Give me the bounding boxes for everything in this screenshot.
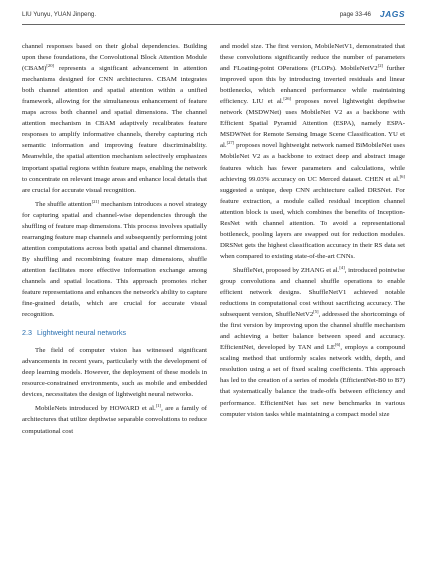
- text: The shuffle attention: [35, 200, 92, 208]
- paragraph-mobilenet-versions: [220, 41, 405, 262]
- paragraph-shuffle-attention: [22, 199, 207, 321]
- section-title: Lightweight neural networks: [37, 328, 127, 338]
- text: suggested a unique, deep CNN architecture called DRSNet. For feature extraction, a module called residual inception channel attention block is used, which combines the benefits of Inception-ResNet with channel attention. To avoid a representational bottleneck, pooling layers are swapped out for reduction modules. DRSNet gets the highest classification accuracy in their RS data set when compared to existing state-of-the-art CNNs.: [220, 186, 405, 260]
- citation: [2]: [377, 62, 384, 68]
- running-header: [22, 9, 405, 21]
- text: further improved upon this by introducing inverted residuals and linear bottlenecks, which enhanced performance while maintaining efficiency. LIU et al.: [220, 65, 405, 106]
- text: represents a significant advancement in attention mechanisms designed for CNN architectures. CBAM integrates both channel attention and spatial attention within a unified framework, allowing for the simultaneous enhancement of feature maps across both channel and spatial dimensions. The channel attention mechanism in CBAM adaptively recalibrates feature responses to amplify informative channels, thereby capturing rich semantic information and improving feature discriminability. Meanwhile, the spatial attention mechanism selectively emphasizes important spatial regions within feature maps, enabling the network to concentrate on relevant image areas and enhance local details that are crucial for accurate visual recognition.: [22, 65, 207, 194]
- citation: [6]: [399, 173, 405, 179]
- text: , introduced pointwise group convolutions and channel shuffle operations to enable efficient network designs. ShuffleNetV1 achieved notable reductions in computational cost without sacrificing accuracy. The subsequent version, ShuffleNetV2: [220, 266, 405, 319]
- paragraph-lightweight-intro: [22, 345, 207, 400]
- citation: [26]: [283, 96, 292, 102]
- text: and model size. The first version, MobileNetV1, demonstrated that these convolutions significantly reduce the number of parameters and FLoating-point OPerations (FLOPs). MobileNetV2: [220, 43, 405, 73]
- text: , addressed the shortcomings of the first version by improving upon the channel shuffle mechanism and achieving a better balance between speed and accuracy. EfficientNet, developed by TAN and LE: [220, 311, 405, 352]
- paragraph-mobilenets: [22, 403, 207, 436]
- right-column: [220, 41, 405, 420]
- text: channel responses based on their global dependencies. Building upon these foundations, the Convolutional Block Attention Module (CBAM): [22, 43, 207, 73]
- section-number: 2.3: [22, 328, 32, 338]
- header-authors: LIU Yunyu, YUAN Jinpeng.: [22, 11, 97, 18]
- citation: [4]: [339, 264, 345, 270]
- text: , are a family of architectures that utilize depthwise separable convolutions to reduce computational cost: [22, 405, 208, 435]
- paragraph-cbam: [22, 41, 207, 196]
- section-heading: [22, 327, 207, 339]
- header-divider: [22, 24, 405, 25]
- citation: [21]: [91, 198, 100, 204]
- text: proposes novel lightweight network named BiMobileNet uses MobileNet V2 as a backbone to extract deep and abstract image features which has fewer parameters and calculations, while achieving 99.03% accuracy on UC Merced dataset. CHEN et al.: [220, 142, 405, 183]
- text: proposes novel lightweight depthwise network (MSDWNet) uses MobileNet V2 as a backbone with Efficient Spatial Pyramid Attention (ESPA), namely ESPA-MSDWNet for Remote Sensing Image Scene Classification. YU et al.: [220, 98, 405, 150]
- citation: [20]: [46, 62, 55, 68]
- left-column: [22, 41, 207, 437]
- text: , employs a compound scaling method that uniformly scales network width, depth, and resolution using a set of fixed scaling coefficients. This approach has led to the creation of a series of models (EfficientNet-B0 to B7) that systematically balance the trade-offs between efficiency and performance. EfficientNet has set new benchmarks in various computer vision tasks while maintaining a compact model size: [220, 344, 405, 418]
- paragraph-shufflenet: [220, 265, 405, 420]
- header-page-range: page 33-46: [339, 11, 371, 18]
- citation: [27]: [226, 140, 235, 146]
- text: MobileNets introduced by HOWARD et al.: [35, 405, 156, 413]
- text: mechanism introduces a novel strategy for capturing spatial and channel-wise dependencies through the shuffling of feature map dimensions. This process involves spatially rearranging feature map channels and subsequently performing joint attention computations across both spatial and channel dimensions. By shuffling and recombining feature map dimensions, shuffle attention facilitates more effective information exchange among channels and spatial locations. This approach promotes richer feature representations and enhances the network's ability to capture fine-grained details, which are crucial for accurate visual recognition.: [22, 200, 208, 319]
- text: The field of computer vision has witnessed significant advancements in recent years, particularly with the development of deep learning models. However, the deployment of these models in resource-constrained environments, such as mobile and embedded devices, necessitates the design of lightweight neural networks.: [22, 347, 207, 399]
- text: ShuffleNet, proposed by ZHANG et al.: [233, 266, 340, 274]
- citation: [6]: [334, 342, 341, 348]
- journal-logo: JAGS: [379, 9, 405, 19]
- citation: [1]: [155, 403, 162, 409]
- citation: [5]: [313, 308, 319, 314]
